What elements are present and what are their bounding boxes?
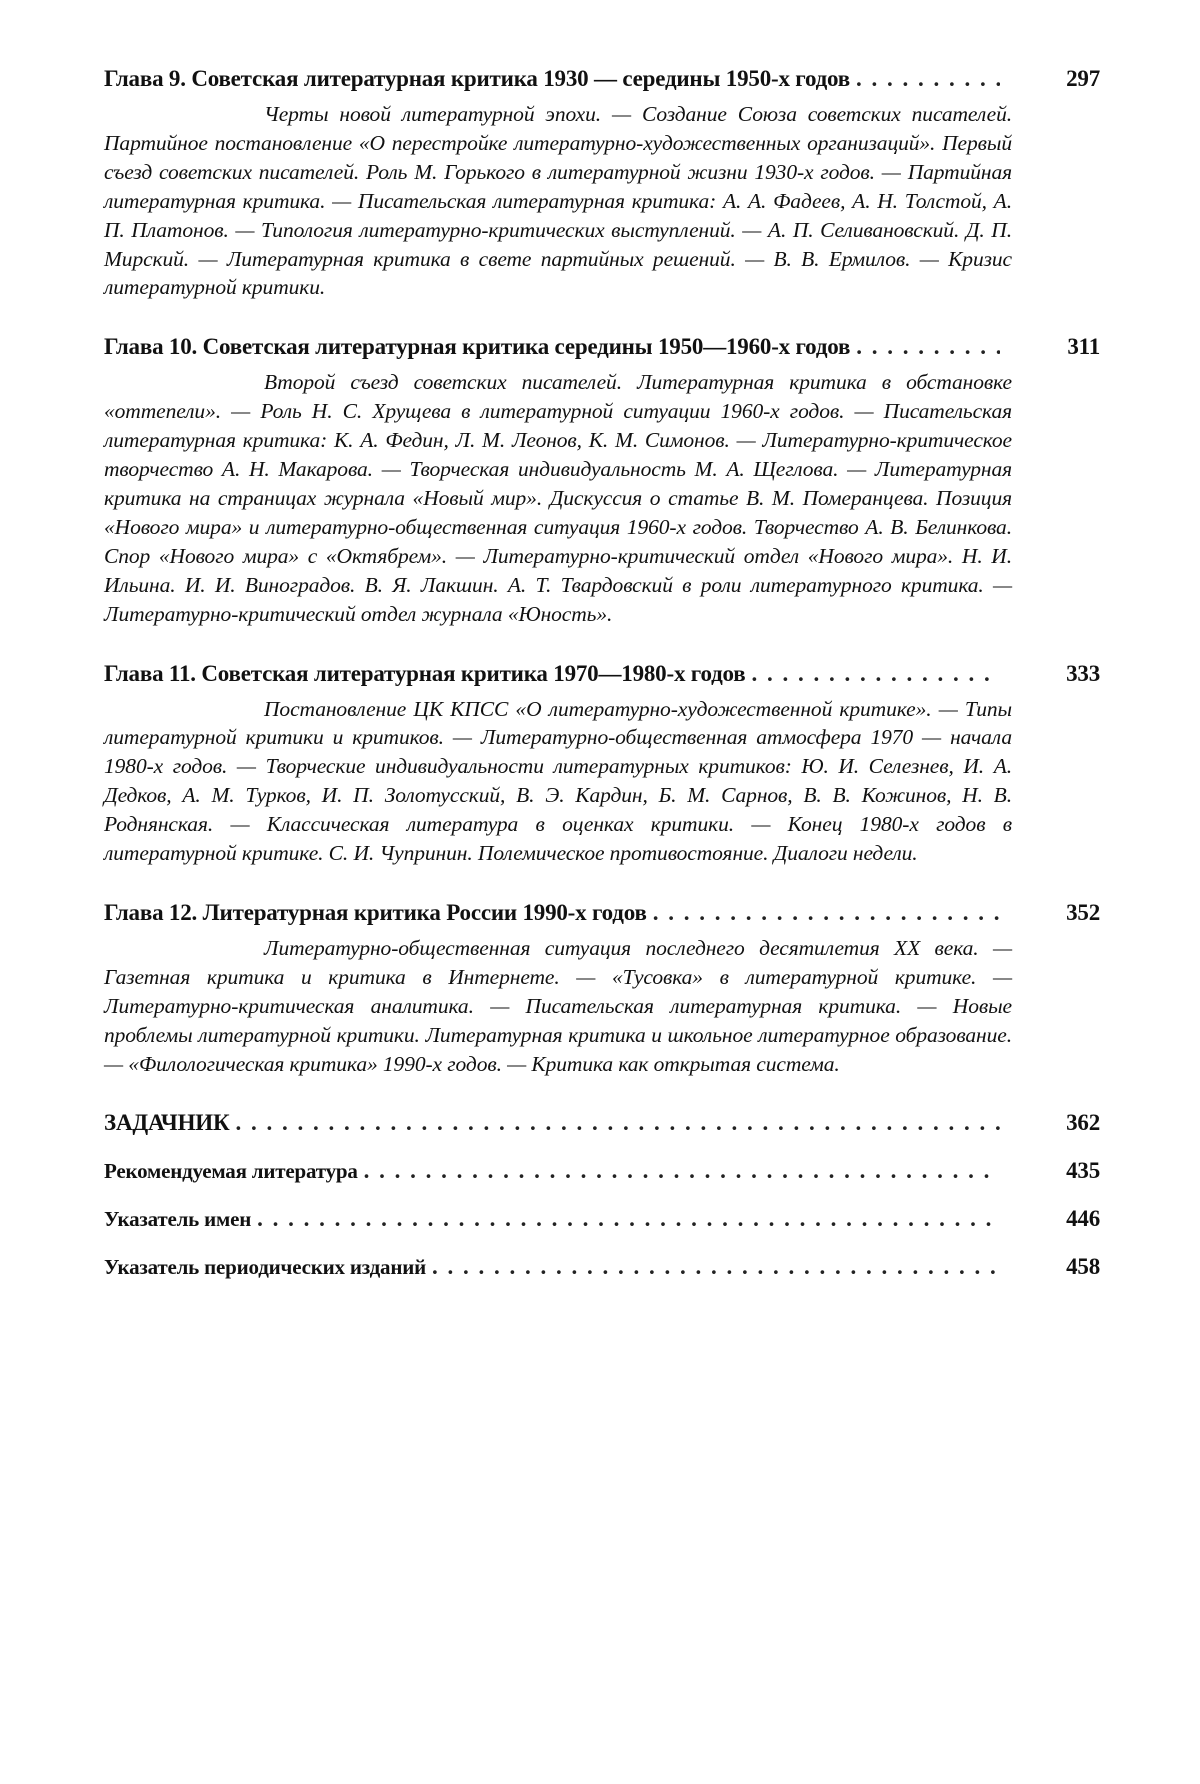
- section-title: Указатель периодических изданий: [104, 1255, 427, 1280]
- chapter-description: Литературно-общественная ситуация последнего десятилетия XX века. — Газетная критика и критика в Интернете. — «Тусовка» в литературной критике. — Литературно-критическая аналитика. — Писательская литературная критика. — Новые проблемы литературной критики. Литературная критика и школьное литературное образование. — «Филологическая критика» 1990-х годов. — Критика как открытая система.: [104, 935, 1012, 1076]
- chapter-title: Глава 11. Советская литературная критика 1970—1980-х годов: [104, 660, 746, 686]
- dot-leader: [257, 1204, 1000, 1234]
- dot-leader: [856, 64, 1000, 94]
- dot-leader: [653, 898, 1000, 928]
- section-title: Рекомендуемая литература: [104, 1159, 358, 1184]
- toc-entry[interactable]: [104, 898, 1100, 928]
- table-of-contents: [104, 64, 1100, 1300]
- dot-leader: [856, 332, 1000, 362]
- section-title: ЗАДАЧНИК: [104, 1110, 230, 1136]
- toc-chapter-11: [104, 659, 1100, 868]
- page-number: 352: [1066, 899, 1100, 925]
- toc-chapter-10: [104, 332, 1100, 628]
- dot-leader: [432, 1252, 1000, 1282]
- toc-entry-problem-book[interactable]: [104, 1108, 1100, 1138]
- toc-entry[interactable]: [104, 64, 1100, 94]
- dot-leader: [364, 1156, 1000, 1186]
- chapter-title: Глава 10. Советская литературная критика середины 1950—1960-х годов: [104, 334, 851, 360]
- section-title: Указатель имен: [104, 1207, 252, 1232]
- page-number: 362: [1066, 1110, 1100, 1136]
- page-number: 297: [1066, 66, 1100, 91]
- toc-entry[interactable]: [104, 332, 1100, 362]
- page-number: 333: [1066, 660, 1100, 686]
- chapter-description: Второй съезд советских писателей. Литературная критика в обстановке «оттепели». — Роль Н. С. Хрущева в литературной ситуации 1960-х годов. — Писательская литературная критика: К. А. Федин, Л. М. Леонов, К. М. Симонов. — Литературно-критическое творчество А. Н. Макарова. — Творческая индивидуальность М. А. Щеглова. — Литературная критика на страницах журнала «Новый мир». Дискуссия о статье В. М. Померанцева. Позиция «Нового мира» и литературно-общественная ситуация 1960-х годов. Творчество А. В. Белинкова. Спор «Нового мира» с «Октябрем». — Литературно-критический отдел «Нового мира». Н. И. Ильина. И. И. Виноградов. В. Я. Лакшин. А. Т. Твардовский в роли литературного критика. — Литературно-критический отдел журнала «Юность».: [104, 370, 1012, 626]
- toc-entry[interactable]: [104, 659, 1100, 689]
- toc-entry-periodicals-index[interactable]: [104, 1252, 1100, 1282]
- page-number: 446: [1066, 1206, 1100, 1232]
- page-number: 458: [1066, 1254, 1100, 1280]
- toc-chapter-12: [104, 898, 1100, 1079]
- chapter-description: Черты новой литературной эпохи. — Создание Союза советских писателей. Партийное постановление «О перестройке литературно-художественных организаций». Первый съезд советских писателей. Роль М. Горького в литературной жизни 1930-х годов. — Партийная литературная критика. — Писательская литературная критика: А. А. Фадеев, А. Н. Толстой, А. П. Платонов. — Типология литературно-критических выступлений. — А. П. Селивановский. Д. П. Мирский. — Литературная критика в свете партийных решений. — В. В. Ермилов. — Кризис литературной критики.: [104, 102, 1012, 300]
- page-number: 311: [1067, 334, 1100, 360]
- toc-entry-name-index[interactable]: [104, 1204, 1100, 1234]
- toc-chapter-9: [104, 64, 1100, 302]
- page-number: 435: [1066, 1158, 1100, 1184]
- dot-leader: [235, 1108, 1000, 1138]
- toc-entry-recommended-literature[interactable]: [104, 1156, 1100, 1186]
- chapter-title: Глава 9. Советская литературная критика 1930 — середины 1950-х годов: [104, 66, 850, 91]
- chapter-description: Постановление ЦК КПСС «О литературно-художественной критике». — Типы литературной критики и критиков. — Литературно-общественная атмосфера 1970 — начала 1980-х годов. — Творческие индивидуальности литературных критиков: Ю. И. Селезнев, И. А. Дедков, А. М. Турков, И. П. Золотусский, В. Э. Кардин, Б. М. Сарнов, В. В. Кожинов, Н. В. Роднянская. — Классическая литература в оценках критики. — Конец 1980-х годов в литературной критике. С. И. Чупринин. Полемическое противостояние. Диалоги недели.: [104, 696, 1012, 866]
- chapter-title: Глава 12. Литературная критика России 1990-х годов: [104, 899, 647, 925]
- dot-leader: [752, 659, 1001, 689]
- toc-back-matter: [104, 1108, 1100, 1282]
